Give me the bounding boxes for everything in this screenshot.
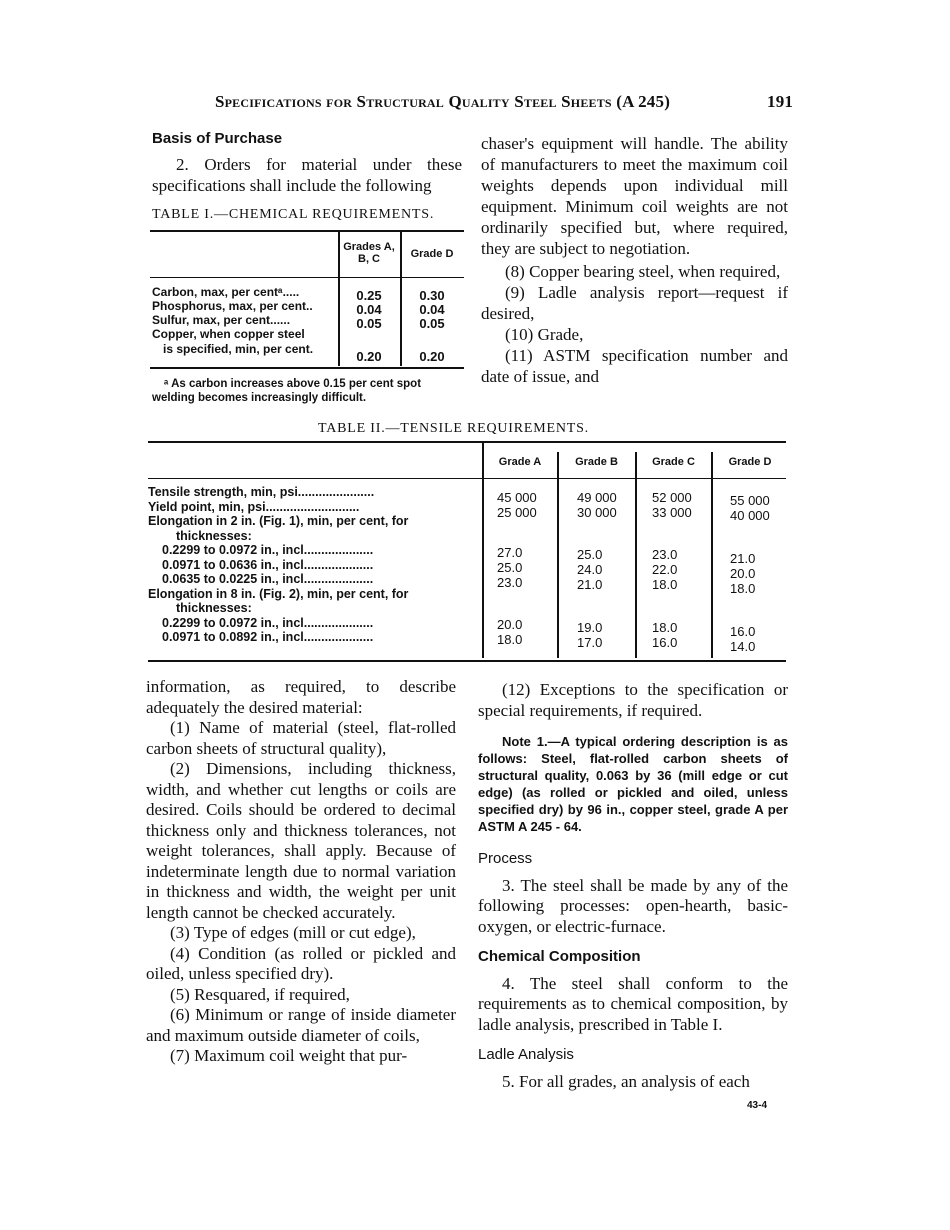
table2-cell: 30 000 (577, 505, 617, 520)
table2-cell: 16.0 (730, 624, 756, 639)
table2-col-d-values (730, 493, 786, 654)
table2-cell: 18.0 (652, 577, 678, 592)
table2-row-label: Tensile strength, min, psi...................... (148, 485, 375, 499)
item-10: (10) Grade, (505, 325, 584, 344)
table1-cell: 0.20 (419, 349, 445, 364)
para-2: 2. Orders for material under these specifications shall include the following (152, 155, 462, 195)
table2-cell: 25 000 (497, 505, 537, 520)
table2-cell: 25.0 (577, 547, 603, 562)
table2-cell: 25.0 (497, 560, 523, 575)
table2-col-header: Grade B (575, 456, 618, 468)
table2-bottom-rule (148, 660, 786, 662)
left-top-column (152, 128, 462, 196)
table2-divider-2 (557, 452, 559, 658)
table1-cell: 0.04 (419, 302, 445, 317)
table1-labels (152, 285, 337, 356)
table2-cell: 22.0 (652, 562, 678, 577)
table2-cell: 49 000 (577, 490, 617, 505)
item-5: (5) Resquared, if required, (170, 984, 350, 1004)
table2-cell: 52 000 (652, 490, 692, 505)
table1-cell: 0.20 (356, 349, 382, 364)
item-3: (3) Type of edges (mill or cut edge), (170, 923, 416, 942)
para-coil-weights: chaser's equipment will handle. The ability of manufacturers to meet the maximum coil weights depends upon individual mill equipment. Minimum coil weights are not ordinarily specified but, where required, they are subject to negotiation. (481, 134, 788, 258)
table1-col-abc-header: Grades A, B, C (343, 241, 395, 265)
right-top-column (481, 133, 788, 387)
table2-cell: 16.0 (652, 635, 678, 650)
process-heading: Process (478, 850, 533, 867)
table2-labels (148, 485, 483, 645)
chemical-composition-heading: Chemical Composition (478, 948, 641, 965)
table2-cell: 33 000 (652, 505, 692, 520)
table2-cell: 55 000 (730, 493, 770, 508)
table2-caption: TABLE II.—TENSILE REQUIREMENTS. (318, 421, 589, 436)
table1-row-label: Phosphorus, max, per cent.. (152, 299, 313, 313)
item-6: (6) Minimum or range of inside diameter and maximum outside diameter of coils, (146, 1005, 456, 1045)
item-2: (2) Dimensions, including thickness, width, and whether cut lengths or coils are desired. Coils should be ordered to decimal thickness only and thickness tolerances, not weight tolerances, shall apply. Because of indeterminate length due to normal variation in thickness and width, the weight per unit length cannot be checked accurately. (146, 759, 456, 922)
table1-top-rule (150, 230, 464, 232)
item-4: (4) Condition (as rolled or pickled and oiled, unless specified dry). (146, 943, 456, 983)
table1-d-values (400, 289, 464, 364)
table2-row-label: Yield point, min, psi........................... (148, 499, 360, 514)
table2-cell: 23.0 (652, 547, 678, 562)
basis-heading: Basis of Purchase (152, 130, 283, 147)
table2-row-label: thicknesses: (176, 528, 252, 543)
table1-row-label: Copper, when copper steel (152, 327, 305, 341)
running-header (215, 92, 795, 112)
table2-cell: 23.0 (497, 575, 523, 590)
para-info: information, as required, to describe adequately the desired material: (146, 677, 456, 717)
table1-header-rule (150, 277, 464, 278)
right-bottom-column (478, 680, 788, 1092)
folio-mark: 43-4 (747, 1100, 768, 1111)
table2-divider-4 (711, 452, 713, 658)
item-8: (8) Copper bearing steel, when required, (505, 262, 781, 281)
table1-cell: 0.04 (356, 302, 382, 317)
table2-row-label: 0.0971 to 0.0636 in., incl.................... (162, 557, 374, 572)
table2-cell: 45 000 (497, 490, 537, 505)
table1-cell: 0.05 (419, 316, 445, 331)
ladle-analysis-heading: Ladle Analysis (478, 1046, 574, 1063)
table2-cell: 24.0 (577, 562, 603, 577)
table1-caption: TABLE I.—CHEMICAL REQUIREMENTS. (152, 207, 435, 222)
table2-cell: 14.0 (730, 639, 756, 654)
table2-cell: 20.0 (497, 617, 523, 632)
table2-col-header: Grade C (652, 456, 695, 468)
table1-footnote: ᵃ As carbon increases above 0.15 per cent spot welding becomes increasingly difficult. (152, 378, 422, 404)
table1-cell: 0.25 (356, 288, 382, 303)
table2-row-label: 0.0971 to 0.0892 in., incl.................... (162, 630, 374, 644)
table2-cell: 18.0 (652, 620, 678, 635)
table2-row-label: Elongation in 8 in. (Fig. 2), min, per cent, for (148, 586, 409, 601)
table1-cell: 0.30 (419, 288, 445, 303)
table2-cell: 21.0 (577, 577, 603, 592)
table2-col-header: Grade D (728, 456, 772, 468)
table2-cell: 19.0 (577, 620, 603, 635)
table1-row-label: is specified, min, per cent. (163, 342, 314, 356)
table2-header-rule (148, 478, 786, 479)
table2-cell: 40 000 (730, 508, 770, 523)
table2-col-header: Grade A (498, 456, 542, 468)
item-12: (12) Exceptions to the specification or special requirements, if required. (478, 680, 788, 720)
table1-bottom-rule (150, 367, 464, 369)
table2-col-a-values (497, 490, 557, 647)
table2-cell: 18.0 (730, 581, 756, 596)
left-bottom-column (146, 677, 456, 1067)
para-3: 3. The steel shall be made by any of the following processes: open-hearth, basic-oxygen, or electric-furnace. (478, 875, 788, 936)
table2-cell: 27.0 (497, 545, 523, 560)
table2-row-label: 0.2299 to 0.0972 in., incl.................... (162, 615, 374, 630)
table2-row-label: 0.2299 to 0.0972 in., incl.................... (162, 543, 374, 557)
para-4: 4. The steel shall conform to the requirements as to chemical composition, by ladle analysis, prescribed in Table I. (478, 973, 788, 1034)
para-5: 5. For all grades, an analysis of each (502, 1071, 750, 1091)
item-9: (9) Ladle analysis report—request if desired, (481, 283, 788, 323)
table2-cell: 18.0 (497, 632, 523, 647)
table2-col-b-values (577, 490, 635, 650)
table2-divider-3 (635, 452, 637, 658)
table1-cell: 0.05 (356, 316, 382, 331)
note-1: Note 1.—A typical ordering description is as follows: Steel, flat-rolled carbon sheets of structural quality, 0.063 by 36 (mill edge or cut edge) (as rolled or pickled and oiled, unless specified dry) by 96 in., copper steel, grade A per ASTM A 245 - 64. (478, 734, 788, 834)
table1-abc-values (338, 289, 400, 364)
table2-row-label: thicknesses: (176, 601, 252, 615)
table2-row-label: Elongation in 2 in. (Fig. 1), min, per cent, for (148, 514, 409, 528)
header-title: Specifications for Structural Quality Steel Sheets (A 245) (215, 92, 671, 111)
table1-col-d-header: Grade D (410, 248, 454, 260)
table2-col-c-values (652, 490, 710, 650)
table2-top-rule (148, 441, 786, 443)
item-1: (1) Name of material (steel, flat-rolled carbon sheets of structural quality), (146, 718, 456, 758)
table2-cell: 21.0 (730, 551, 756, 566)
table2-cell: 20.0 (730, 566, 756, 581)
page-number: 191 (767, 92, 794, 111)
table1-row-label: Carbon, max, per centᵃ..... (152, 285, 300, 299)
table2-row-label: 0.0635 to 0.0225 in., incl.................... (162, 572, 374, 586)
item-11: (11) ASTM specification number and date of issue, and (481, 346, 788, 386)
item-7: (7) Maximum coil weight that pur- (170, 1046, 408, 1065)
table1-row-label: Sulfur, max, per cent...... (152, 313, 291, 327)
table2-cell: 17.0 (577, 635, 603, 650)
